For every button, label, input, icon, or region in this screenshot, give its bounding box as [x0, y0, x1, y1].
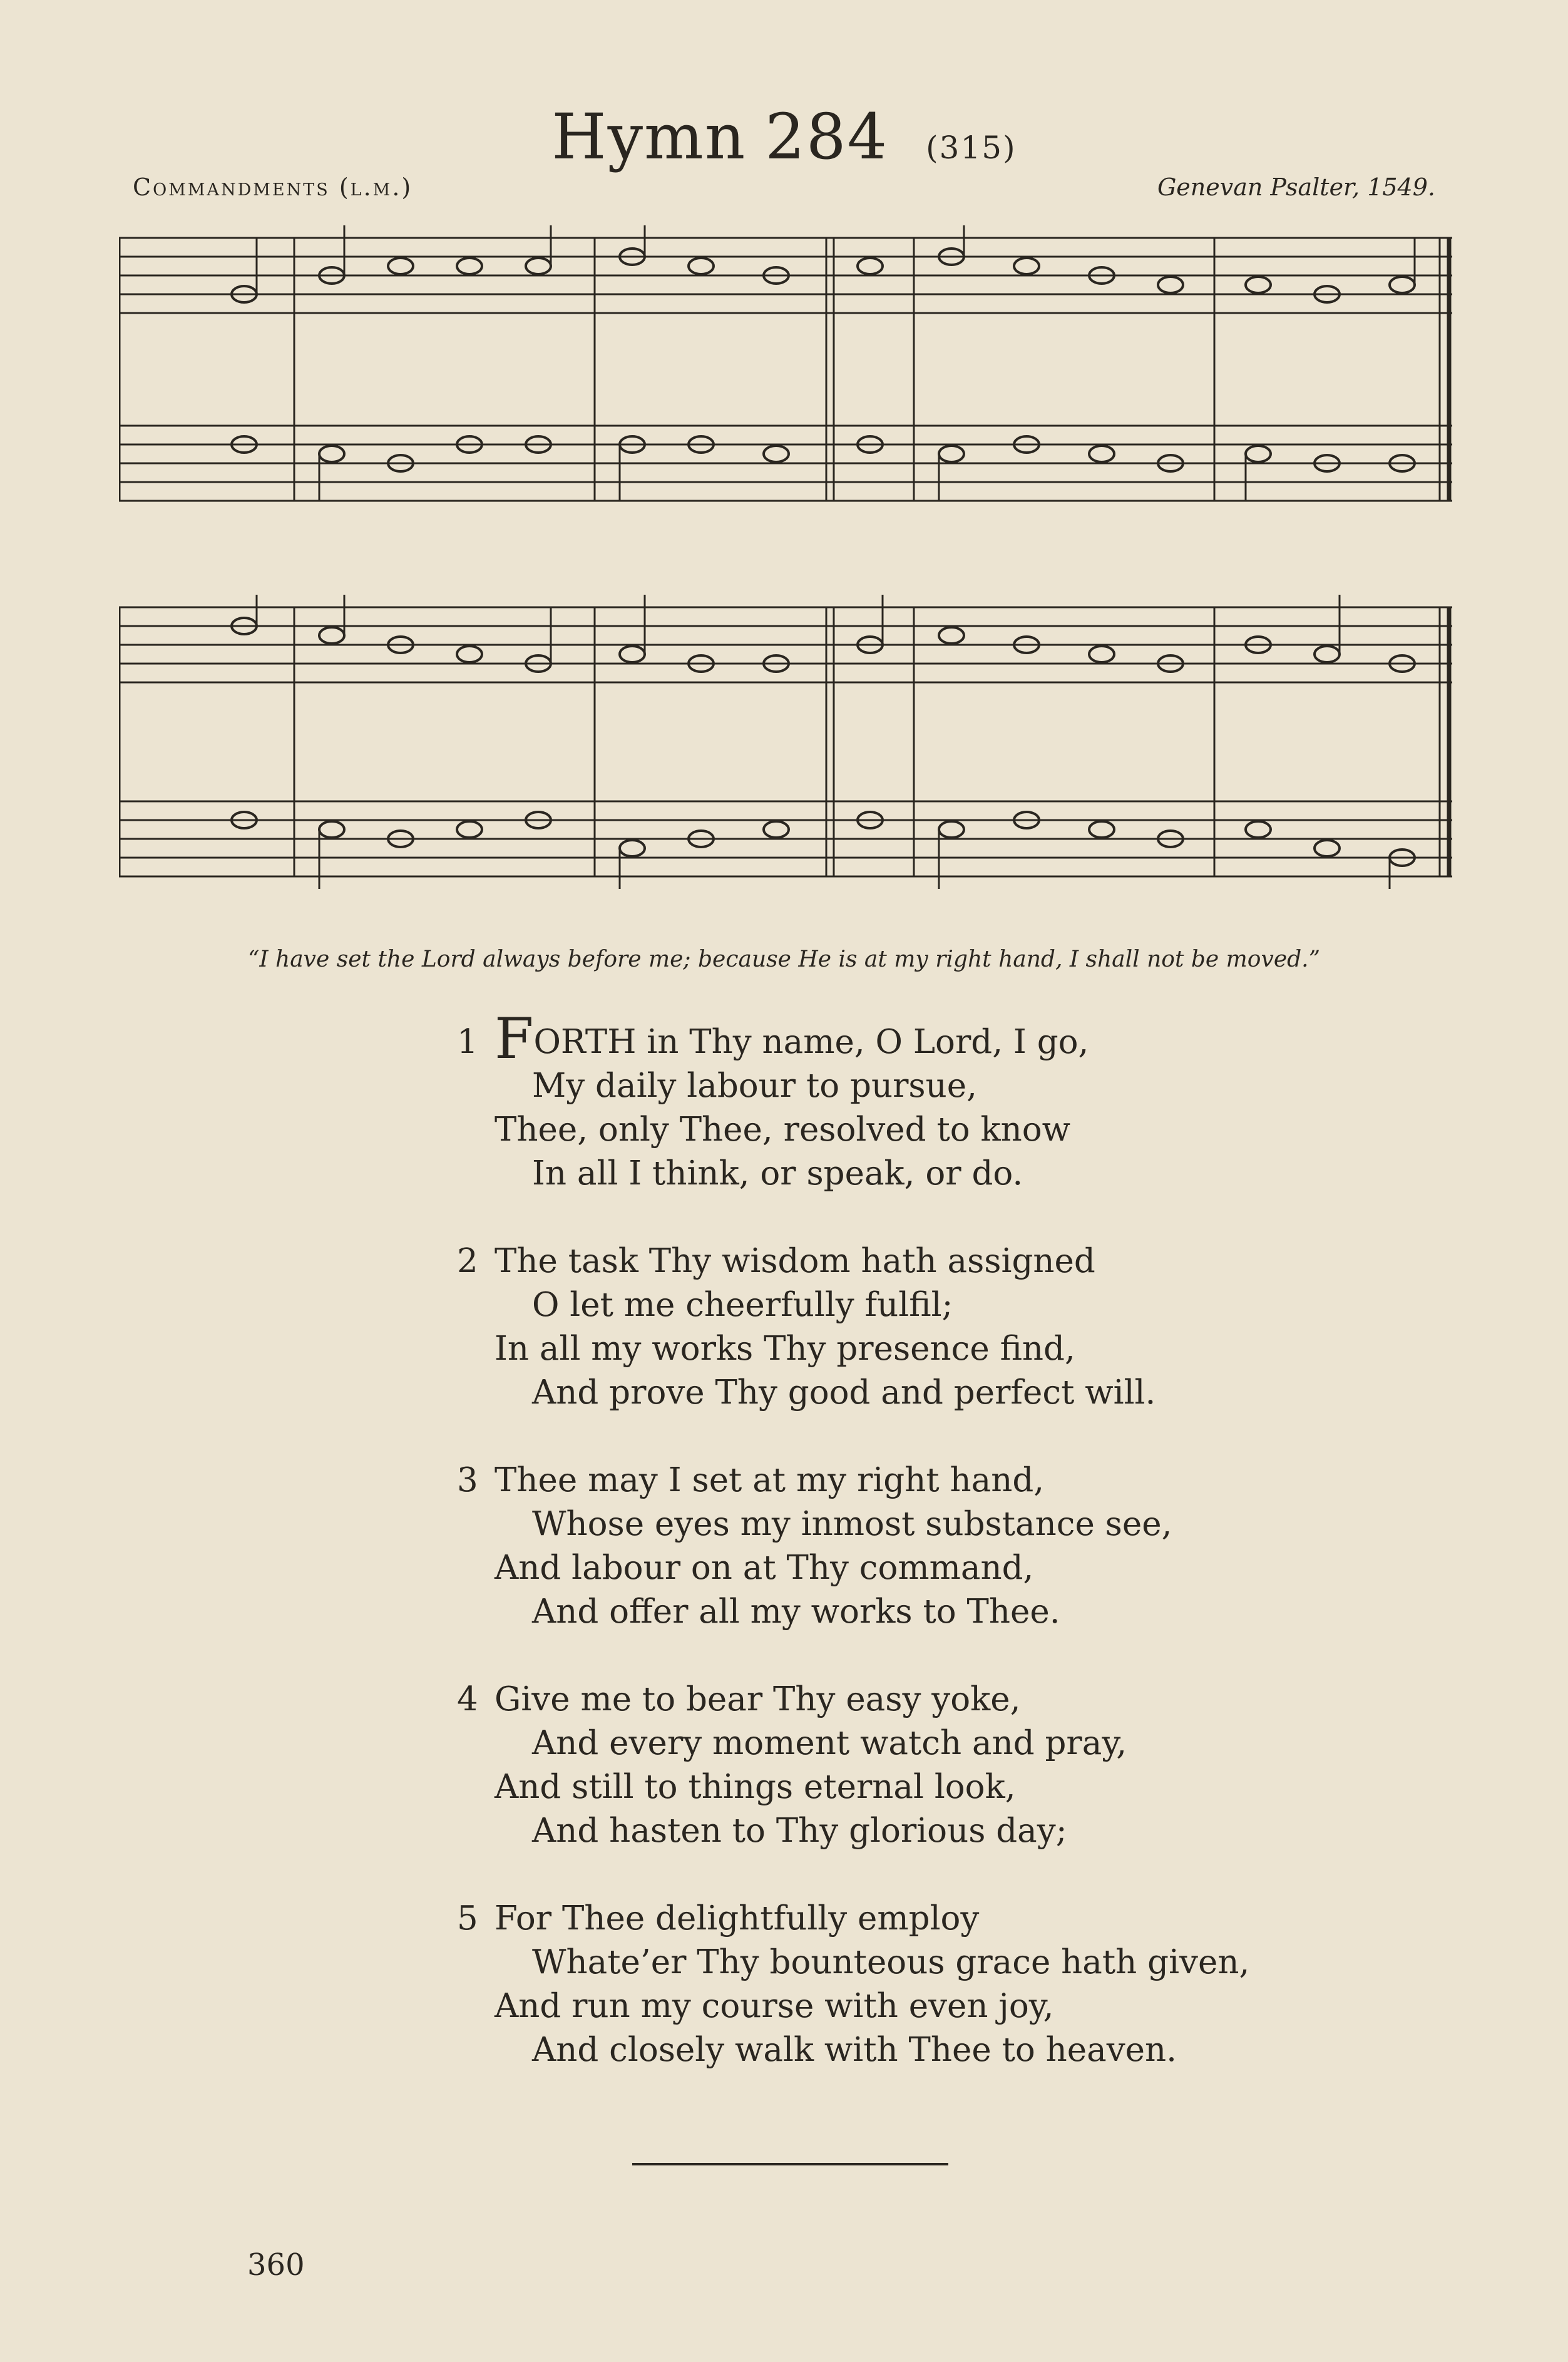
- verse-line-text: Give me to bear Thy easy yoke,: [494, 1680, 1021, 1718]
- verse-line: [457, 1006, 1264, 1072]
- hymn-title: [0, 100, 1568, 173]
- verse-line: And prove Thy good and perfect will.: [532, 1374, 1156, 1412]
- music-system-1: [119, 225, 1452, 513]
- hymn-number: 284: [765, 100, 889, 173]
- hymn-verses: [451, 1006, 1264, 2116]
- music-system-2: [119, 595, 1452, 889]
- verse-line: Thee, only Thee, resolved to know: [494, 1111, 1071, 1149]
- verse-1: [451, 1006, 1264, 1196]
- verse-number: 5: [457, 1899, 478, 1938]
- verse-line-text: For Thee delightfully employ: [494, 1899, 980, 1938]
- tune-name: Commandments (l.m.): [133, 173, 413, 201]
- verse-line: Whate’er Thy bounteous grace hath given,: [532, 1943, 1250, 1981]
- verse-4: [451, 1678, 1264, 1853]
- verse-line-text: Thee may I set at my right hand,: [494, 1461, 1045, 1499]
- verse-line: And labour on at Thy command,: [494, 1549, 1034, 1587]
- verse-number: 3: [457, 1461, 478, 1499]
- verse-line: In all my works Thy presence find,: [494, 1330, 1075, 1368]
- verse-5: [451, 1897, 1264, 2072]
- tune-source: Genevan Psalter, 1549.: [1157, 173, 1435, 201]
- verse-number: 1: [457, 1023, 478, 1061]
- verse-line: And hasten to Thy glorious day;: [532, 1812, 1067, 1850]
- verse-number: 2: [457, 1242, 478, 1280]
- verse-line: Whose eyes my inmost substance see,: [532, 1505, 1172, 1543]
- verse-line: And closely walk with Thee to heaven.: [532, 2031, 1177, 2069]
- scripture-quote: “I have set the Lord always before me; because He is at my right hand, I shall not be moved.”: [247, 947, 1321, 972]
- verse-line: And every moment watch and pray,: [532, 1724, 1127, 1762]
- closing-rule: [632, 2163, 948, 2165]
- verse-line: [457, 1678, 1264, 1722]
- verse-number: 4: [457, 1680, 478, 1718]
- verse-line: [457, 1459, 1264, 1502]
- verse-3: [451, 1459, 1264, 1634]
- verse-line: [457, 1240, 1264, 1283]
- verse-line: In all I think, or speak, or do.: [532, 1154, 1023, 1193]
- hymn-title-prefix: Hymn: [551, 100, 747, 173]
- verse-line: And still to things eternal look,: [494, 1768, 1016, 1806]
- verse-line: And run my course with even joy,: [494, 1987, 1054, 2025]
- verse-line: My daily labour to pursue,: [532, 1067, 977, 1105]
- verse-2: [451, 1240, 1264, 1415]
- verse-line-text: The task Thy wisdom hath assigned: [494, 1242, 1095, 1280]
- page-number: 360: [247, 2247, 305, 2282]
- verse-line-text: ORTH in Thy name, O Lord, I go,: [533, 1023, 1089, 1061]
- verse-line: And offer all my works to Thee.: [532, 1593, 1060, 1631]
- hymn-alt-number: (315): [926, 130, 1017, 166]
- verse-line: O let me cheerfully fulfil;: [532, 1286, 953, 1324]
- verse-line: [457, 1897, 1264, 1941]
- drop-cap: F: [494, 1006, 534, 1072]
